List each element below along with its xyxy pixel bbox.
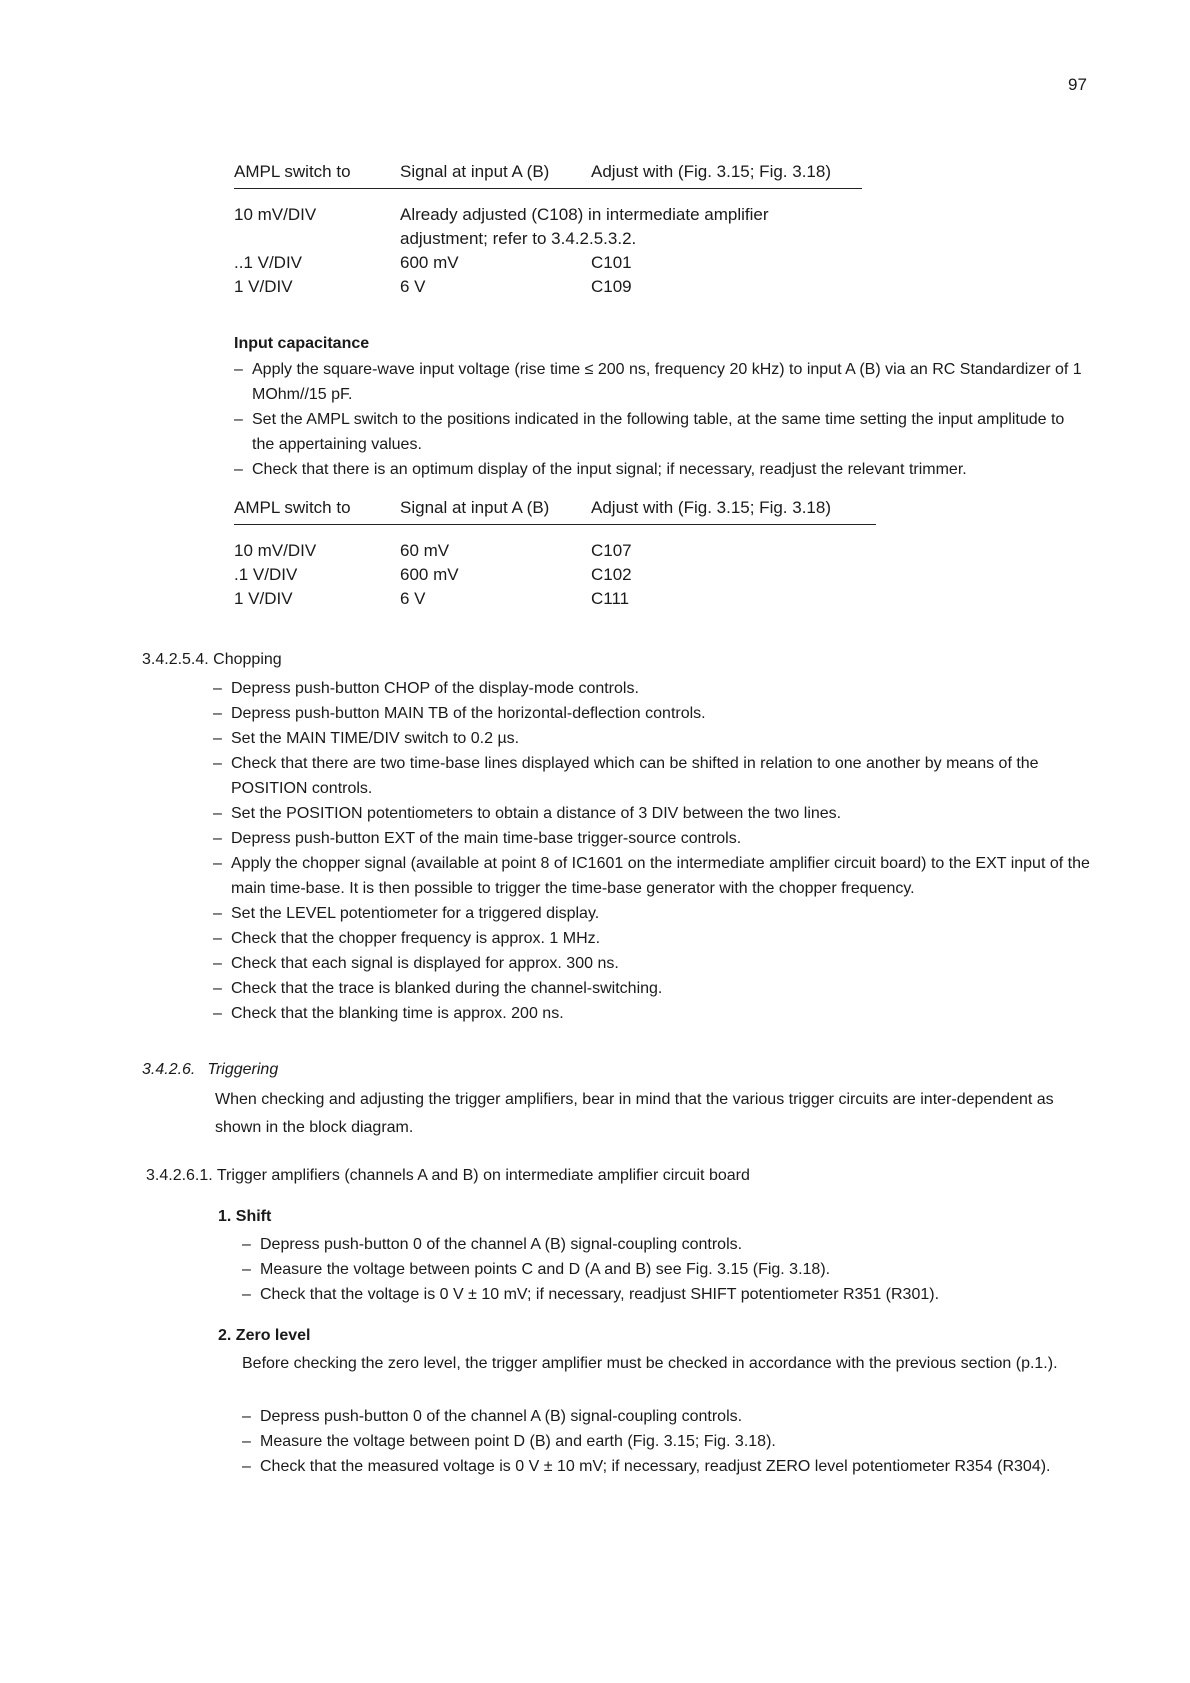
table-cell: C107 bbox=[591, 541, 632, 560]
list-item: – Depress push-button EXT of the main time-base trigger-source controls. bbox=[213, 830, 742, 847]
adjustment-table-2 bbox=[234, 496, 876, 611]
zero-level-intro: Before checking the zero level, the trigger amplifier must be checked in accordance with the previous section (p.1.). bbox=[242, 1355, 1058, 1372]
list-item: – Set the LEVEL potentiometer for a triggered display. bbox=[213, 905, 600, 922]
table-row bbox=[234, 275, 862, 299]
table-cell: C111 bbox=[591, 589, 630, 608]
triggering-heading bbox=[142, 1061, 278, 1079]
table-cell: 1 V/DIV bbox=[234, 277, 293, 296]
table-cell: 6 V bbox=[400, 277, 426, 296]
column-header: Adjust with (Fig. 3.15; Fig. 3.18) bbox=[591, 496, 876, 525]
list-item: – Check that each signal is displayed for approx. 300 ns. bbox=[213, 955, 619, 972]
column-header: Signal at input A (B) bbox=[400, 496, 591, 525]
section-title: Triggering bbox=[207, 1061, 279, 1078]
zero-level-heading: 2. Zero level bbox=[218, 1327, 311, 1344]
note-line: adjustment; refer to 3.4.2.5.3.2. bbox=[400, 229, 637, 248]
table-cell: C101 bbox=[591, 253, 632, 272]
list-item: – Check that the trace is blanked during the channel-switching. bbox=[213, 980, 663, 997]
table-cell: 600 mV bbox=[400, 253, 459, 272]
table-header-row bbox=[234, 496, 876, 525]
column-header: AMPL switch to bbox=[234, 496, 400, 525]
column-header: Signal at input A (B) bbox=[400, 160, 591, 189]
chopping-list bbox=[213, 676, 1093, 1026]
list-item: – Set the AMPL switch to the positions indicated in the following table, at the same time setting the input amplitude to the appertaining values. bbox=[234, 411, 1065, 453]
table-row bbox=[234, 189, 862, 252]
shift-heading: 1. Shift bbox=[218, 1208, 272, 1225]
list-item: – Check that the measured voltage is 0 V ± 10 mV; if necessary, readjust ZERO level potentiometer R354 (R304). bbox=[242, 1458, 1051, 1475]
list-item: – Depress push-button 0 of the channel A (B) signal-coupling controls. bbox=[242, 1236, 743, 1253]
list-item: – Measure the voltage between point D (B) and earth (Fig. 3.15; Fig. 3.18). bbox=[242, 1433, 776, 1450]
input-capacitance-list bbox=[234, 357, 1090, 482]
table-note-cell bbox=[400, 189, 862, 252]
table-cell: 10 mV/DIV bbox=[234, 205, 317, 224]
list-item: – Check that there is an optimum display of the input signal; if necessary, readjust the relevant trimmer. bbox=[234, 461, 967, 478]
table-cell: 600 mV bbox=[400, 565, 459, 584]
zero-level-list bbox=[242, 1404, 1102, 1479]
table-cell: C109 bbox=[591, 277, 632, 296]
adjustment-table-1 bbox=[234, 160, 862, 299]
shift-list bbox=[242, 1232, 1072, 1307]
chopping-heading: 3.4.2.5.4. Chopping bbox=[142, 651, 282, 668]
list-item: – Apply the square-wave input voltage (rise time ≤ 200 ns, frequency 20 kHz) to input A (B) via an RC Standardizer of 1 MOhm//15 pF. bbox=[234, 361, 1082, 403]
input-capacitance-heading: Input capacitance bbox=[234, 335, 370, 352]
column-header: AMPL switch to bbox=[234, 160, 400, 189]
list-item: – Depress push-button 0 of the channel A (B) signal-coupling controls. bbox=[242, 1408, 743, 1425]
list-item: – Check that the chopper frequency is approx. 1 MHz. bbox=[213, 930, 601, 947]
table-cell: 10 mV/DIV bbox=[234, 541, 317, 560]
table-cell: 6 V bbox=[400, 589, 426, 608]
table-row bbox=[234, 587, 876, 611]
list-item: – Apply the chopper signal (available at point 8 of IC1601 on the intermediate amplifier circuit board) to the EXT input of the main time-base. It is then possible to trigger the time-base generator with the chopper frequency. bbox=[213, 855, 1090, 897]
note-line: Already adjusted (C108) in intermediate amplifier bbox=[400, 205, 769, 224]
list-item: – Set the MAIN TIME/DIV switch to 0.2 µs. bbox=[213, 730, 520, 747]
column-header: Adjust with (Fig. 3.15; Fig. 3.18) bbox=[591, 160, 862, 189]
trigger-amplifiers-heading: 3.4.2.6.1. Trigger amplifiers (channels A and B) on intermediate amplifier circuit board bbox=[146, 1167, 750, 1184]
triggering-intro: When checking and adjusting the trigger amplifiers, bear in mind that the various trigger circuits are inter-dependent as shown in the block diagram. bbox=[215, 1091, 1054, 1136]
page-number: 97 bbox=[1068, 75, 1087, 94]
list-item: – Check that the voltage is 0 V ± 10 mV; if necessary, readjust SHIFT potentiometer R351 (R301). bbox=[242, 1286, 940, 1303]
list-item: – Check that there are two time-base lines displayed which can be shifted in relation to one another by means of the POSITION controls. bbox=[213, 755, 1039, 797]
table-cell: .1 V/DIV bbox=[234, 565, 298, 584]
list-item: – Check that the blanking time is approx. 200 ns. bbox=[213, 1005, 564, 1022]
list-item: – Measure the voltage between points C and D (A and B) see Fig. 3.15 (Fig. 3.18). bbox=[242, 1261, 831, 1278]
table-cell: 1 V/DIV bbox=[234, 589, 293, 608]
table-row bbox=[234, 251, 862, 275]
list-item: – Set the POSITION potentiometers to obtain a distance of 3 DIV between the two lines. bbox=[213, 805, 842, 822]
table-cell: ..1 V/DIV bbox=[234, 253, 303, 272]
table-row bbox=[234, 563, 876, 587]
table-cell: C102 bbox=[591, 565, 632, 584]
section-number: 3.4.2.6. bbox=[142, 1061, 196, 1078]
table-cell: 60 mV bbox=[400, 541, 450, 560]
table-header-row bbox=[234, 160, 862, 189]
list-item: – Depress push-button MAIN TB of the horizontal-deflection controls. bbox=[213, 705, 706, 722]
list-item: – Depress push-button CHOP of the display-mode controls. bbox=[213, 680, 639, 697]
table-row bbox=[234, 525, 876, 564]
